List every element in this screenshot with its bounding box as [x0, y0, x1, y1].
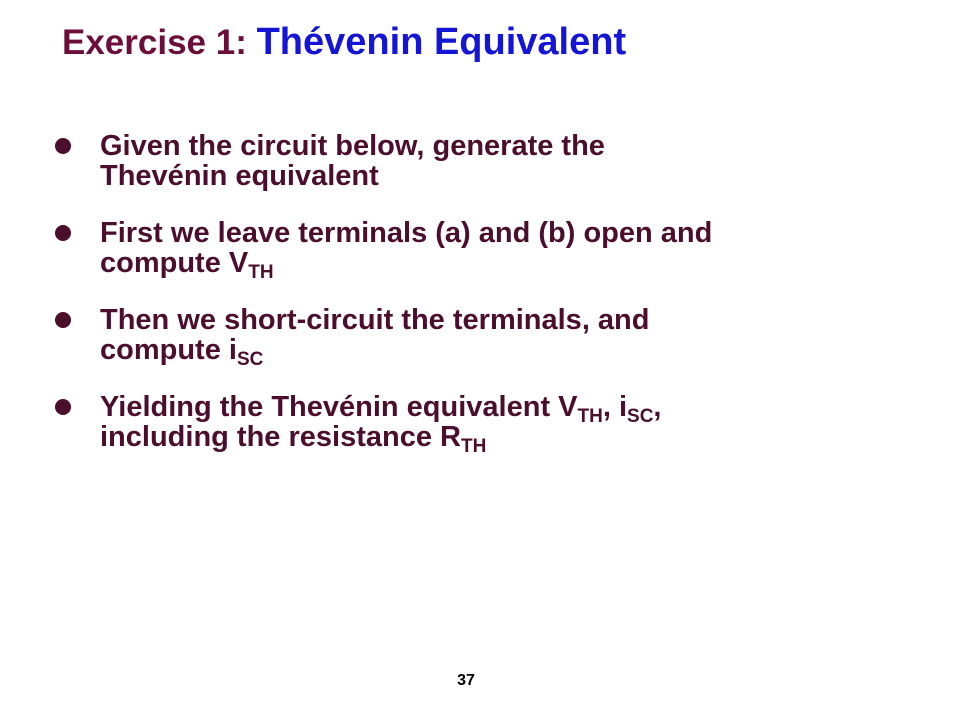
bullet-text: , i: [602, 391, 628, 423]
bullet-line: [100, 247, 935, 283]
bullet-line: [100, 421, 935, 457]
subscript: TH: [577, 406, 603, 427]
bullet-list: [55, 131, 935, 479]
bullet-dot-icon: [55, 138, 71, 154]
bullet-text: Yielding the Thevénin equivalent V: [100, 391, 578, 423]
bullet-text: compute V: [100, 247, 249, 279]
bullet-item: [55, 304, 935, 370]
bullet-item: [55, 131, 935, 191]
subscript: SC: [627, 406, 654, 427]
bullet-line: [100, 391, 935, 427]
bullet-line: Given the circuit below, generate the: [100, 130, 605, 162]
bullet-line: Thevénin equivalent: [100, 160, 379, 192]
title-prefix: Exercise 1:: [62, 23, 257, 62]
page-number: 37: [457, 672, 475, 689]
bullet-dot-icon: [55, 399, 71, 415]
bullet-item: [55, 217, 935, 283]
bullet-text: compute i: [100, 334, 237, 366]
bullet-dot-icon: [55, 312, 71, 328]
subscript: TH: [248, 262, 274, 283]
slide-title: [62, 22, 626, 64]
bullet-line: First we leave terminals (a) and (b) open and: [100, 217, 713, 249]
bullet-dot-icon: [55, 225, 71, 241]
bullet-text: ,: [653, 391, 662, 423]
bullet-line: Then we short-circuit the terminals, and: [100, 304, 650, 336]
bullet-text: including the resistance R: [100, 421, 461, 453]
bullet-line: [100, 334, 935, 370]
title-topic: Thévenin Equivalent: [256, 21, 627, 63]
subscript: SC: [236, 349, 264, 370]
bullet-item: [55, 391, 935, 457]
subscript: TH: [460, 436, 487, 457]
